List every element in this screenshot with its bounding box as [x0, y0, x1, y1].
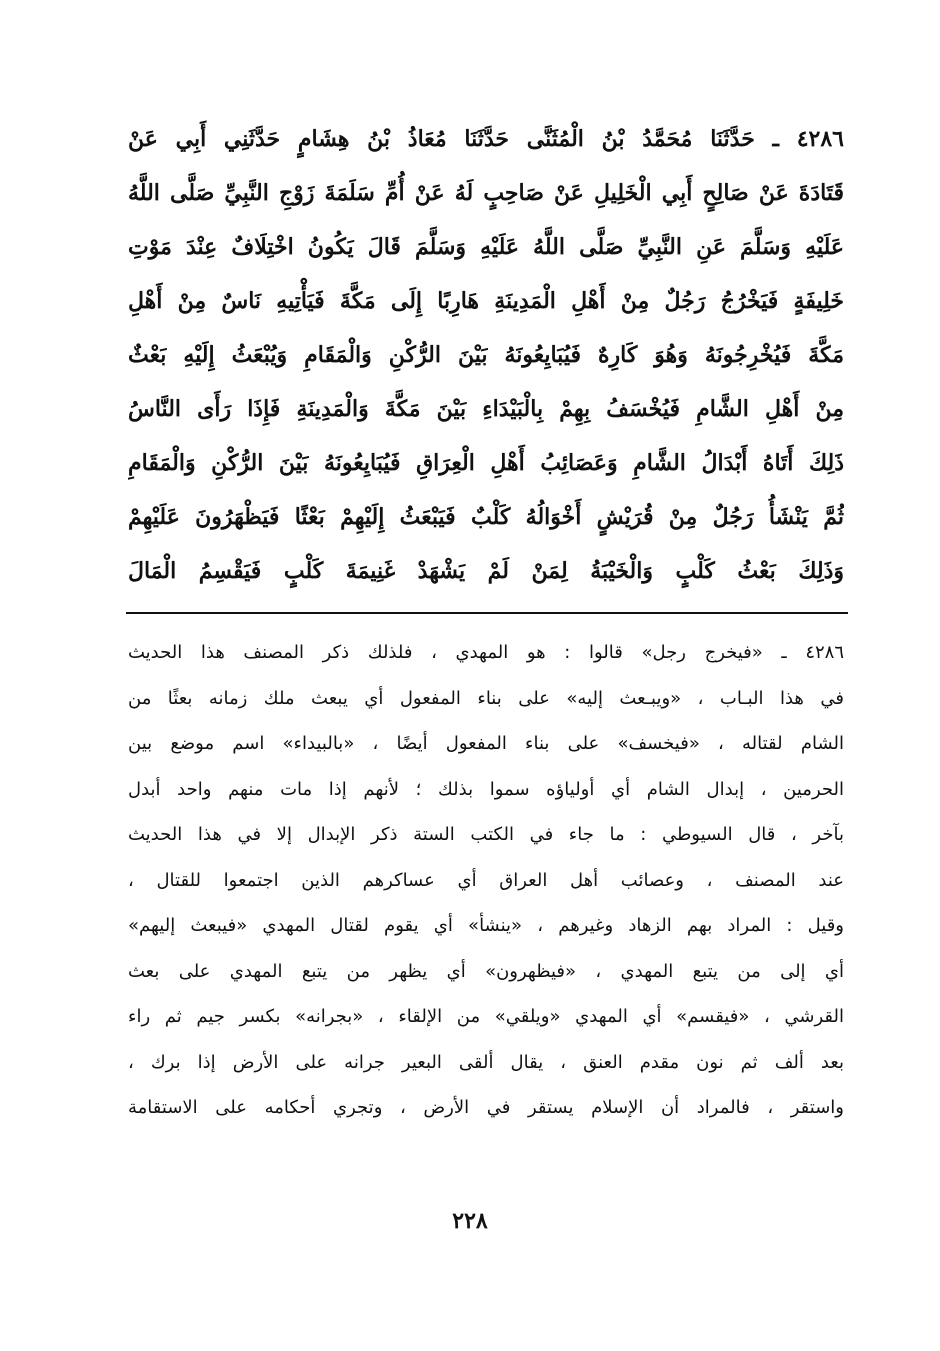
commentary-line: واستقر ، فالمراد أن الإسلام يستقر في الأرض ، وتجري أحكامه على الاستقامة — [128, 1097, 844, 1118]
commentary-line: وقيل : المراد بهم الزهاد وغيرهم ، «ينشأ» أي يقوم لقتال المهدي «فيبعث إليهم» — [128, 915, 844, 936]
hadith-line: مِنْ أَهْلِ الشَّامِ فَيُخْسَفُ بِهِمْ بِالْبَيْدَاءِ بَيْنَ مَكَّةَ وَالْمَدِينَةِ فَإِذَا رَأَى النَّاسُ — [128, 396, 844, 422]
commentary-line: في هذا البـاب ، «ويبـعث إليه» على بناء المفعول أي يبعث ملك زمانه بعثًا من — [128, 687, 844, 709]
hadith-line: ذَلِكَ أَتَاهُ أَبْدَالُ الشَّامِ وَعَصَائِبُ أَهْلِ الْعِرَاقِ فَيُبَايِعُونَهُ بَيْنَ الرُّكْنِ وَالْمَقَامِ — [128, 450, 844, 476]
commentary-line: عند المصنف ، وعصائب أهل العراق أي عساكرهم الذين اجتمعوا للقتال ، — [128, 869, 844, 891]
hadith-text-block — [128, 112, 844, 598]
page-number: ٢٢٨ — [452, 1208, 488, 1234]
commentary-line: أي إلى من يتبع المهدي ، «فيظهرون» أي يظهر من يتبع المهدي على بعث — [128, 960, 844, 982]
commentary-line: بآخر ، قال السيوطي : ما جاء في الكتب الستة ذكر الإبدال إلا في هذا الحديث — [128, 824, 844, 845]
hadith-line: قَتَادَةَ عَنْ صَالِحٍ أَبِي الْخَلِيلِ عَنْ صَاحِبٍ لَهُ عَنْ أُمِّ سَلَمَةَ زَوْجِ النَّبِيِّ صَلَّى اللَّهُ — [128, 180, 844, 206]
commentary-line: الشام لقتاله ، «فيخسف» على بناء المفعول أيضًا ، «بالبيداء» اسم موضع بين — [128, 733, 844, 754]
hadith-line: مَكَّةَ فَيُخْرِجُونَهُ وَهُوَ كَارِهٌ فَيُبَايِعُونَهُ بَيْنَ الرُّكْنِ وَالْمَقَامِ وَيُبْعَثُ إِلَيْهِ بَعْثٌ — [128, 342, 844, 368]
commentary-line: ٤٢٨٦ ـ «فيخرج رجل» قالوا : هو المهدي ، فلذلك ذكر المصنف هذا الحديث — [128, 642, 844, 663]
hadith-line: ٤٢٨٦ ـ حَدَّثَنَا مُحَمَّدُ بْنُ الْمُثَنَّى حَدَّثَنَا مُعَاذُ بْنُ هِشَامٍ حَدَّثَنِي أَبِي عَنْ — [128, 126, 844, 152]
commentary-line: الحرمين ، إبدال الشام أي أولياؤه سموا بذلك ؛ لأنهم إذا مات منهم واحد أبدل — [128, 778, 844, 800]
hadith-line: خَلِيفَةٍ فَيَخْرُجُ رَجُلٌ مِنْ أَهْلِ الْمَدِينَةِ هَارِبًا إِلَى مَكَّةَ فَيَأْتِيهِ نَاسٌ مِنْ أَهْلِ — [128, 288, 844, 314]
commentary-block — [128, 630, 844, 1131]
commentary-line: القرشي ، «فيقسم» أي المهدي «ويلقي» من الإلقاء ، «بجرانه» بكسر جيم ثم راء — [128, 1006, 844, 1027]
hadith-line: ثُمَّ يَنْشَأُ رَجُلٌ مِنْ قُرَيْشٍ أَخْوَالُهُ كَلْبٌ فَيَبْعَثُ إِلَيْهِمْ بَعْثًا فَيَظْهَرُونَ عَلَيْهِمْ — [128, 504, 844, 530]
hadith-line: وَذَلِكَ بَعْثُ كَلْبٍ وَالْخَيْبَةُ لِمَنْ لَمْ يَشْهَدْ غَنِيمَةَ كَلْبٍ فَيَقْسِمُ الْمَالَ — [128, 558, 844, 584]
commentary-line: بعد ألف ثم نون مقدم العنق ، يقال ألقى البعير جرانه على الأرض إذا برك ، — [128, 1051, 844, 1073]
footnote-divider — [126, 612, 848, 614]
hadith-line: عَلَيْهِ وَسَلَّمَ عَنِ النَّبِيِّ صَلَّى اللَّهُ عَلَيْهِ وَسَلَّمَ قَالَ يَكُونُ اخْتِلَافٌ عِنْدَ مَوْتِ — [128, 234, 844, 260]
